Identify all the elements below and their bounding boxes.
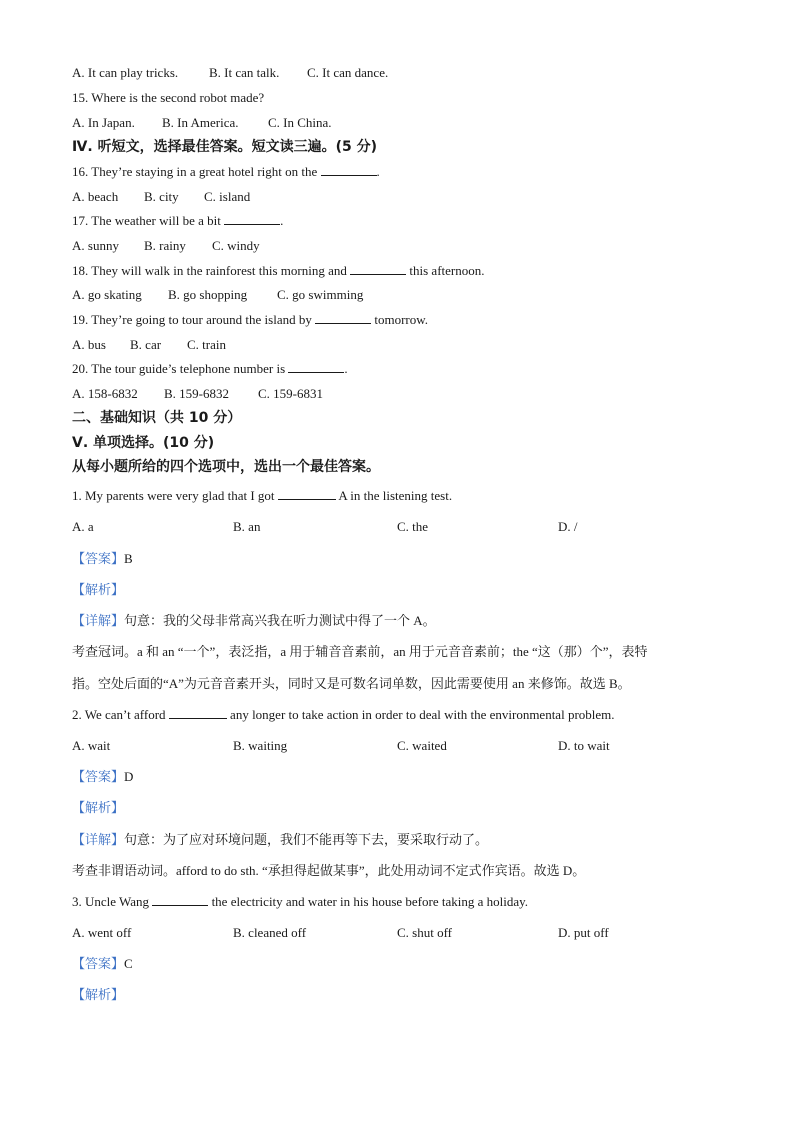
q14-option-a: A. It can play tricks. (72, 65, 179, 80)
mcq1-text: 1. My parents were very glad that I got (72, 488, 275, 503)
mcq3-option-c: C. shut off (397, 925, 453, 940)
section-5-instruction: 从每小题所给的四个选项中，选出一个最佳答案。 (72, 459, 380, 475)
answer-value: B (124, 551, 133, 566)
q17-option-b: B. rainy (144, 238, 186, 253)
detail-label: 【详解】 (72, 613, 125, 628)
q14-option-c: C. It can dance. (307, 65, 389, 80)
mcq1-analysis-label: 【解析】 (72, 582, 125, 597)
answer-value: C (124, 956, 133, 971)
q16-text-end: . (376, 164, 380, 179)
mcq1-option-c: C. the (397, 519, 429, 534)
mcq1-text-end: A in the listening test. (338, 488, 453, 503)
mcq1-question (72, 488, 452, 504)
q18-question (72, 263, 484, 279)
mcq2-explanation-line-1: 考查非谓语动词。afford to do sth. “承担得起做某事”，此处用动词不定式作宾语。故选 D。 (72, 863, 586, 878)
q17-option-c: C. windy (212, 238, 260, 253)
q20-blank (288, 361, 344, 373)
mcq3-text-end: the electricity and water in his house before taking a holiday. (211, 894, 529, 909)
mcq2-option-c: C. waited (397, 738, 447, 753)
answer-label: 【答案】 (72, 956, 125, 971)
q15-option-c: C. In China. (268, 115, 332, 130)
mcq1-option-d: D. / (558, 519, 578, 534)
section-4-title: Ⅳ. 听短文，选择最佳答案。短文读三遍。(5 分) (72, 139, 377, 155)
q16-option-c: C. island (204, 189, 251, 204)
q18-option-a: A. go skating (72, 287, 142, 302)
q16-question (72, 164, 380, 180)
q18-blank (350, 263, 406, 275)
mcq1-detail (72, 613, 436, 629)
detail-label: 【详解】 (72, 832, 125, 847)
detail-text: 句意：为了应对环境问题，我们不能再等下去，要采取行动了。 (124, 832, 489, 847)
mcq1-option-b: B. an (233, 519, 261, 534)
q19-question (72, 312, 428, 328)
q17-question (72, 213, 283, 229)
mcq2-option-a: A. wait (72, 738, 111, 753)
mcq1-blank (278, 488, 336, 500)
mcq3-option-b: B. cleaned off (233, 925, 307, 940)
mcq1-option-a: A. a (72, 519, 94, 534)
q20-option-a: A. 158-6832 (72, 386, 138, 401)
q19-option-a: A. bus (72, 337, 106, 352)
mcq3-analysis-label: 【解析】 (72, 987, 125, 1002)
q19-option-c: C. train (187, 337, 226, 352)
answer-label: 【答案】 (72, 769, 125, 784)
q18-text: 18. They will walk in the rainforest this morning and (72, 263, 347, 278)
mcq2-detail (72, 832, 488, 848)
q15-question: 15. Where is the second robot made? (72, 90, 265, 105)
detail-text: 句意：我的父母非常高兴我在听力测试中得了一个 A。 (124, 613, 436, 628)
q15-option-a: A. In Japan. (72, 115, 135, 130)
mcq2-blank (169, 707, 227, 719)
mcq2-option-d: D. to wait (558, 738, 610, 753)
mcq3-option-d: D. put off (558, 925, 609, 940)
q17-text: 17. The weather will be a bit (72, 213, 221, 228)
part-2-title: 二、基础知识（共 10 分） (72, 410, 242, 426)
q20-option-c: C. 159-6831 (258, 386, 323, 401)
mcq2-analysis-label: 【解析】 (72, 800, 125, 815)
q16-text: 16. They’re staying in a great hotel right on the (72, 164, 318, 179)
mcq3-question (72, 894, 528, 910)
q14-option-b: B. It can talk. (209, 65, 280, 80)
mcq2-answer (72, 769, 133, 785)
q18-option-c: C. go swimming (277, 287, 364, 302)
section-5-title: Ⅴ. 单项选择。(10 分) (72, 435, 215, 451)
q19-option-b: B. car (130, 337, 162, 352)
q16-blank (321, 164, 377, 176)
mcq2-text: 2. We can’t afford (72, 707, 166, 722)
q18-text-end: this afternoon. (409, 263, 485, 278)
q16-option-b: B. city (144, 189, 179, 204)
q17-blank (224, 213, 280, 225)
q18-option-b: B. go shopping (168, 287, 248, 302)
q16-option-a: A. beach (72, 189, 119, 204)
q15-option-b: B. In America. (162, 115, 239, 130)
q19-text-end: tomorrow. (374, 312, 429, 327)
mcq1-explanation-line-1: 考查冠词。a 和 an “一个”，表泛指，a 用于辅音音素前，an 用于元音音素前；the “这（那）个”，表特 (72, 644, 648, 659)
mcq3-text: 3. Uncle Wang (72, 894, 150, 909)
mcq1-explanation-line-2: 指。空处后面的“A”为元音音素开头，同时又是可数名词单数，因此需要使用 an 来修饰。故选 B。 (72, 676, 631, 691)
mcq1-answer (72, 551, 133, 567)
mcq3-blank (152, 894, 208, 906)
answer-value: D (124, 769, 134, 784)
mcq2-option-b: B. waiting (233, 738, 288, 753)
answer-label: 【答案】 (72, 551, 125, 566)
mcq3-option-a: A. went off (72, 925, 132, 940)
mcq2-question (72, 707, 615, 723)
mcq2-text-end: any longer to take action in order to deal with the environmental problem. (230, 707, 615, 722)
q17-option-a: A. sunny (72, 238, 119, 253)
q17-text-end: . (280, 213, 284, 228)
q19-blank (315, 312, 371, 324)
q20-question (72, 361, 348, 377)
mcq3-answer (72, 956, 133, 972)
q20-text: 20. The tour guide’s telephone number is (72, 361, 286, 376)
q20-option-b: B. 159-6832 (164, 386, 229, 401)
q20-text-end: . (344, 361, 348, 376)
q19-text: 19. They’re going to tour around the island by (72, 312, 312, 327)
